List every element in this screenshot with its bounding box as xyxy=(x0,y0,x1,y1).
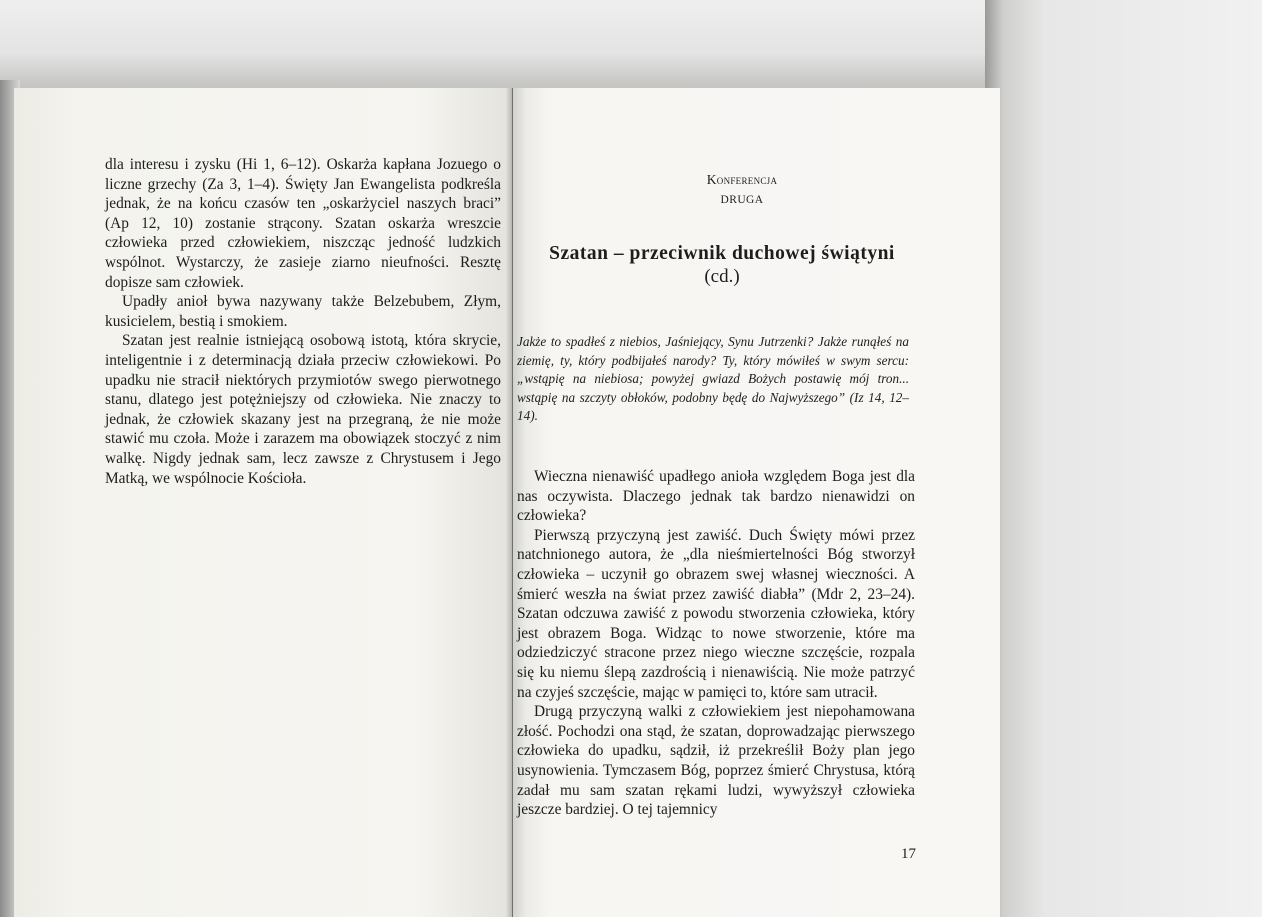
right-paragraph-2: Pierwszą przyczyną jest zawiść. Duch Święty mówi przez natchnionego autora, że „dla nieśmiertelności Bóg stworzył człowieka – uczynił go obrazem swej własnej wieczności. A śmierć weszła na świat przez zawiść diabła” (Mdr 2, 23–24). Szatan odczuwa zawiść z powodu stworzenia człowieka, który jest obrazem Boga. Widząc to nowe stworzenie, które ma odziedziczyć stracone przez niego wieczne szczęście, rozpala się ku niemu ślepą zazdrością i nienawiścią. Nie może patrzyć na czyjeś szczęście, mając w pamięci to, które sam utracił. xyxy=(517,526,915,701)
right-paragraph-1: Wieczna nienawiść upadłego anioła względem Boga jest dla nas oczywista. Dlaczego jednak tak bardzo nienawidzi on człowieka? xyxy=(517,468,915,525)
right-page-text xyxy=(517,467,915,820)
left-page-text xyxy=(105,155,501,488)
page-number: 17 xyxy=(901,846,916,862)
chapter-subtitle: (cd.) xyxy=(704,266,740,287)
right-paragraph-3: Drugą przyczyną walki z człowiekiem jest niepohamowana złość. Pochodzi ona stąd, że szatan, doprowadzając pierwszego człowieka do upadku, sądził, iż przekreślił Boży plan jego usynowienia. Tymczasem Bóg, poprzez śmierć Chrystusa, którą zadał mu sam szatan rękami ludzi, wywyższył człowieka jeszcze bardziej. O tej tajemnicy xyxy=(517,703,915,819)
left-page xyxy=(14,88,514,917)
left-paragraph-1: dla interesu i zysku (Hi 1, 6–12). Oskarża kapłana Jozuego o liczne grzechy (Za 3, 1–4). Święty Jan Ewangelista podkreśla jednak, że na końcu czasów ten „oskarżyciel naszych braci” (Ap 12, 10) zostanie strącony. Szatan oskarża wreszcie człowieka przed człowiekiem, niszcząc jedność ludzkich wspólnot. Wystarczy, że zasieje ziarno nieufności. Resztę dopisze sam człowiek. xyxy=(105,156,501,291)
chapter-title: Szatan – przeciwnik duchowej świątyni xyxy=(549,243,895,264)
epigraph-quote: Jakże to spadłeś z niebios, Jaśniejący, Synu Jutrzenki? Jakże runąłeś na ziemię, ty, który podbijałeś narody? Ty, który mówiłeś w swym sercu: „wstąpię na niebiosa; powyżej gwiazd Bożych postawię mój tron... wstąpię na szczyty obłoków, podobny będę do Najwyższego” (Iz 14, 12–14). xyxy=(517,334,909,424)
conference-label: Konferencja xyxy=(706,172,778,187)
right-page xyxy=(512,88,1000,917)
conference-number: DRUGA xyxy=(720,194,764,206)
scanner-background-right xyxy=(985,0,1262,917)
left-paragraph-3: Szatan jest realnie istniejącą osobową istotą, która skrycie, inteligentnie i z determinacją działa przeciw człowiekowi. Po upadku nie stracił niektórych przymiotów swego pierwotnego stanu, dlatego jest potężniejszy od człowieka. Nie znaczy to jednak, że człowiek skazany jest na przegraną, że nie może stawić mu czoła. Może i zarazem ma obowiązek stoczyć z nim walkę. Nigdy jednak sam, lecz zawsze z Chrystusem i Jego Matką, we wspólnocie Kościoła. xyxy=(105,332,501,487)
left-paragraph-2: Upadły anioł bywa nazywany także Belzebubem, Złym, kusicielem, bestią i smokiem. xyxy=(105,293,501,330)
